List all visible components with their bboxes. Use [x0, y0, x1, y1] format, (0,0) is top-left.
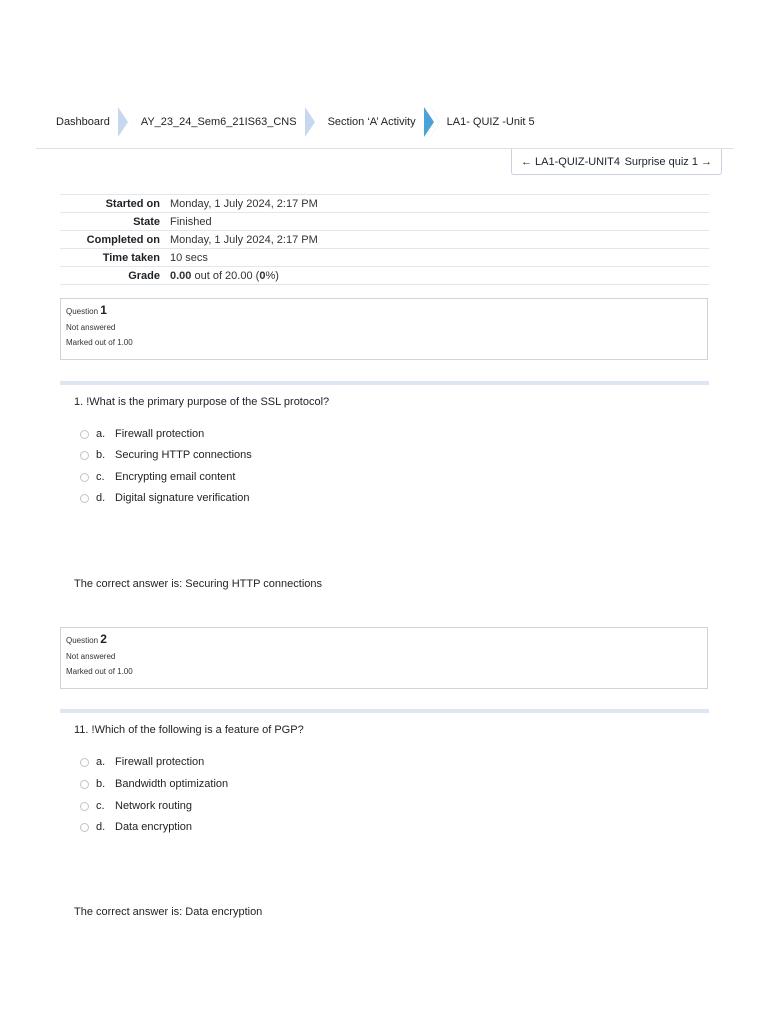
question-label: Question	[66, 636, 99, 645]
breadcrumb-section[interactable]: Section ‘A’ Activity	[327, 116, 416, 128]
state-value: Finished	[170, 215, 212, 228]
option-text: Digital signature verification	[115, 492, 250, 504]
completed-on-label: Completed on	[86, 233, 160, 246]
option-text: Bandwidth optimization	[115, 778, 229, 790]
grade-value	[170, 267, 709, 285]
breadcrumb-course[interactable]: AY_23_24_Sem6_21IS63_CNS	[140, 116, 297, 128]
grade-percent-sign: %)	[265, 269, 279, 282]
question-text: 11. !Which of the following is a feature of PGP?	[74, 724, 304, 736]
breadcrumb-quiz[interactable]: LA1- QUIZ -Unit 5	[446, 116, 535, 128]
started-on-label: Started on	[105, 197, 160, 210]
answer-option[interactable]	[80, 492, 250, 504]
radio-button[interactable]	[80, 780, 89, 789]
quiz-summary-table	[60, 194, 709, 285]
time-taken-label: Time taken	[102, 251, 160, 264]
breadcrumb-separator-icon	[424, 107, 440, 137]
question-info-1	[60, 298, 708, 360]
radio-button[interactable]	[80, 451, 89, 460]
grade-score: 0.00	[170, 269, 192, 282]
breadcrumb-separator-icon	[118, 107, 134, 137]
question-info-2	[60, 627, 708, 689]
question-text: 1. !What is the primary purpose of the SSL protocol?	[74, 396, 330, 408]
option-letter: d.	[96, 492, 106, 504]
breadcrumb-separator-icon	[305, 107, 321, 137]
time-taken-value: 10 secs	[170, 251, 208, 264]
radio-button[interactable]	[80, 473, 89, 482]
option-text: Firewall protection	[115, 756, 205, 768]
question-content-bar	[60, 709, 709, 713]
state-label: State	[133, 215, 160, 228]
radio-button[interactable]	[80, 494, 89, 503]
option-text: Encrypting email content	[115, 471, 236, 483]
option-letter: a.	[96, 428, 106, 440]
activity-navigation	[511, 149, 722, 175]
question-number	[66, 632, 702, 646]
radio-button[interactable]	[80, 430, 89, 439]
answer-option[interactable]	[80, 756, 204, 768]
answer-option[interactable]	[80, 471, 235, 483]
question-status: Not answered	[66, 652, 116, 661]
grade-out-of: out of 20.00 (	[191, 269, 260, 282]
answer-option[interactable]	[80, 778, 228, 790]
answer-option[interactable]	[80, 428, 204, 440]
option-text: Network routing	[115, 800, 193, 812]
question-number-value: 1	[100, 303, 107, 317]
question-marks: Marked out of 1.00	[66, 667, 133, 676]
breadcrumb-dashboard[interactable]: Dashboard	[56, 116, 110, 128]
option-text: Securing HTTP connections	[115, 449, 252, 461]
option-letter: d.	[96, 821, 106, 833]
option-text: Firewall protection	[115, 428, 205, 440]
option-text: Data encryption	[115, 821, 193, 833]
grade-percent: 0	[259, 269, 266, 282]
started-on-value: Monday, 1 July 2024, 2:17 PM	[170, 197, 318, 210]
summary-row	[60, 213, 709, 231]
next-activity-link[interactable]: Surprise quiz 1 →	[624, 155, 712, 168]
answer-option[interactable]	[80, 821, 192, 833]
prev-activity-link[interactable]: ← LA1-QUIZ-UNIT4	[521, 155, 621, 168]
option-letter: b.	[96, 778, 106, 790]
question-number	[66, 303, 702, 317]
option-letter: a.	[96, 756, 106, 768]
question-marks: Marked out of 1.00	[66, 338, 133, 347]
option-letter: c.	[96, 800, 105, 812]
summary-row	[60, 249, 709, 267]
radio-button[interactable]	[80, 802, 89, 811]
correct-answer-feedback: The correct answer is: Securing HTTP connections	[74, 578, 323, 590]
question-number-value: 2	[100, 632, 107, 646]
radio-button[interactable]	[80, 823, 89, 832]
breadcrumb	[56, 106, 543, 138]
completed-on-value: Monday, 1 July 2024, 2:17 PM	[170, 233, 318, 246]
answer-option[interactable]	[80, 800, 192, 812]
question-status: Not answered	[66, 323, 116, 332]
option-letter: c.	[96, 471, 105, 483]
grade-label: Grade	[128, 269, 160, 282]
correct-answer-feedback: The correct answer is: Data encryption	[74, 906, 263, 918]
summary-row	[60, 267, 709, 285]
option-letter: b.	[96, 449, 106, 461]
summary-row	[60, 231, 709, 249]
answer-option[interactable]	[80, 449, 252, 461]
question-content-bar	[60, 381, 709, 385]
radio-button[interactable]	[80, 758, 89, 767]
question-label: Question	[66, 307, 99, 316]
summary-row	[60, 195, 709, 213]
